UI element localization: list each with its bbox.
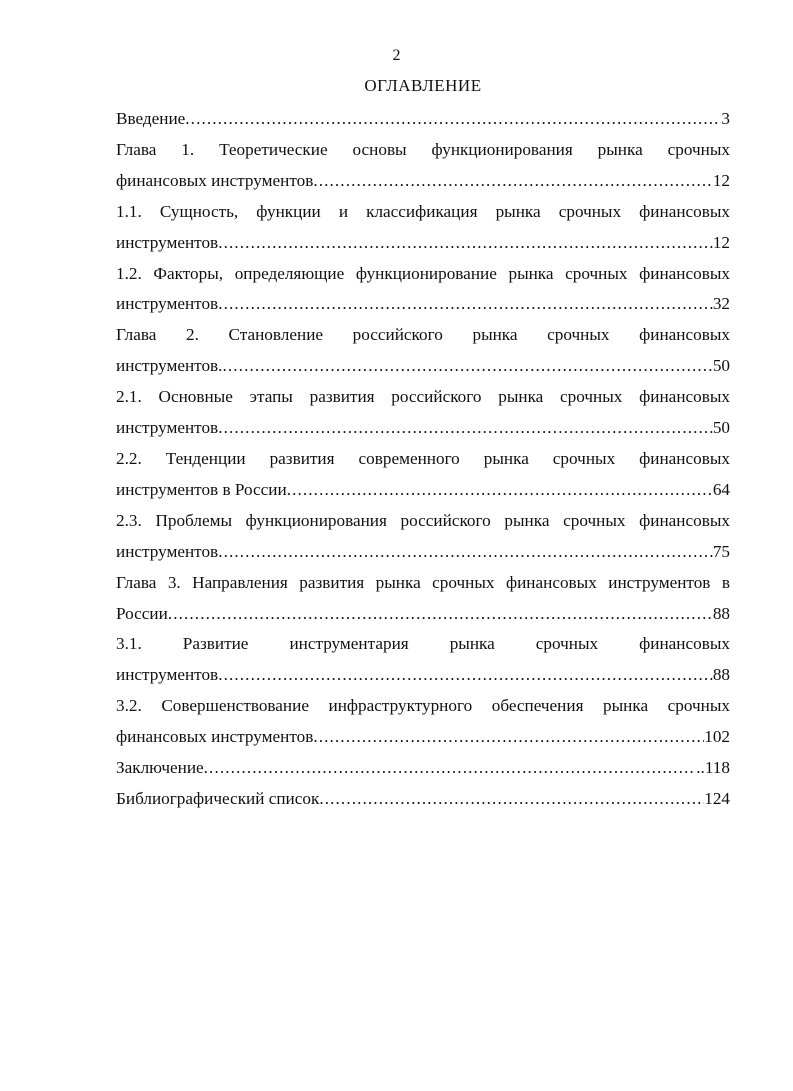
toc-entry-bibliography (116, 784, 730, 815)
dot-leader (204, 753, 697, 784)
toc-page-number: 75 (712, 541, 730, 561)
toc-entry-text: 2.3. Проблемы функционирования российского рынка срочных финансовых (116, 510, 730, 530)
dot-leader (287, 475, 713, 506)
toc-entry-text: 1.2. Факторы, определяющие функционирование рынка срочных финансовых (116, 263, 730, 283)
toc-entry-section-2-2 (116, 444, 730, 506)
toc-entry-text-cont: финансовых инструментов (116, 170, 314, 190)
toc-entry-chapter-1 (116, 135, 730, 197)
toc-page-number: 3 (721, 109, 730, 128)
toc-entry-section-3-1 (116, 629, 730, 691)
page-title: ОГЛАВЛЕНИЕ (364, 76, 482, 95)
dot-leader (218, 660, 713, 691)
dot-leader (313, 166, 713, 197)
dot-leader (222, 351, 712, 382)
page-number: 2 (392, 47, 401, 64)
toc-entry-introduction (116, 104, 730, 135)
toc-entry-section-1-2 (116, 259, 730, 321)
toc-entry-section-2-3 (116, 506, 730, 568)
dot-leader (313, 722, 704, 753)
dot-leader (185, 104, 721, 135)
toc-entry-text-cont: финансовых инструментов (116, 727, 314, 747)
toc-entry-text: 2.2. Тенденции развития современного рынка срочных финансовых (116, 448, 730, 468)
toc-page-number: 88 (712, 603, 730, 623)
table-of-contents (116, 104, 730, 815)
toc-entry-chapter-2 (116, 320, 730, 382)
dot-leader (218, 228, 713, 259)
toc-entry-text: Глава 2. Становление российского рынка срочных финансовых (116, 325, 730, 345)
toc-entry-text: 1.1. Сущность, функции и классификация рынка срочных финансовых (116, 201, 730, 221)
dot-leader (319, 784, 704, 815)
toc-entry-text-cont: инструментов в России (116, 479, 287, 499)
toc-page-number: 102 (704, 727, 730, 747)
toc-entry-text: Глава 3. Направления развития рынка срочных финансовых инструментов в (116, 572, 730, 592)
toc-entry-text-cont: инструментов (116, 665, 219, 685)
toc-page-number: 12 (712, 232, 730, 252)
toc-page-number: 50 (712, 356, 730, 376)
toc-entry-text: Заключение (116, 758, 204, 778)
toc-page-number: ..118 (696, 758, 730, 778)
toc-entry-text: 3.2. Совершенствование инфраструктурного обеспечения рынка срочных (116, 696, 730, 716)
toc-entry-section-3-2 (116, 691, 730, 753)
toc-entry-text-cont: России (116, 603, 168, 623)
toc-entry-text-cont: инструментов (116, 294, 219, 314)
toc-entry-text: Глава 1. Теоретические основы функционирования рынка срочных (116, 139, 730, 159)
toc-entry-text-cont: инструментов (116, 232, 219, 252)
toc-entry-section-2-1 (116, 382, 730, 444)
dot-leader (218, 413, 713, 444)
dot-leader (218, 289, 713, 320)
toc-entry-text-cont: инструментов. (116, 356, 223, 376)
toc-entry-text: 2.1. Основные этапы развития российского рынка срочных финансовых (116, 387, 730, 407)
toc-entry-section-1-1 (116, 197, 730, 259)
toc-entry-text: Введение (116, 109, 186, 128)
toc-entry-text: Библиографический список (116, 788, 320, 808)
toc-page-number: 12 (712, 170, 730, 190)
toc-page-number: 88 (712, 665, 730, 685)
toc-page-number: 32 (712, 294, 730, 314)
dot-leader (168, 599, 713, 630)
toc-page-number: 50 (712, 418, 730, 438)
toc-page-number: 64 (712, 479, 730, 499)
dot-leader (218, 537, 713, 568)
toc-entry-text-cont: инструментов (116, 418, 219, 438)
toc-page-number: 124 (704, 788, 730, 808)
toc-entry-text: 3.1. Развитие инструментария рынка срочных финансовых (116, 634, 730, 654)
toc-entry-chapter-3 (116, 568, 730, 630)
toc-entry-text-cont: инструментов (116, 541, 219, 561)
toc-entry-conclusion (116, 753, 730, 784)
